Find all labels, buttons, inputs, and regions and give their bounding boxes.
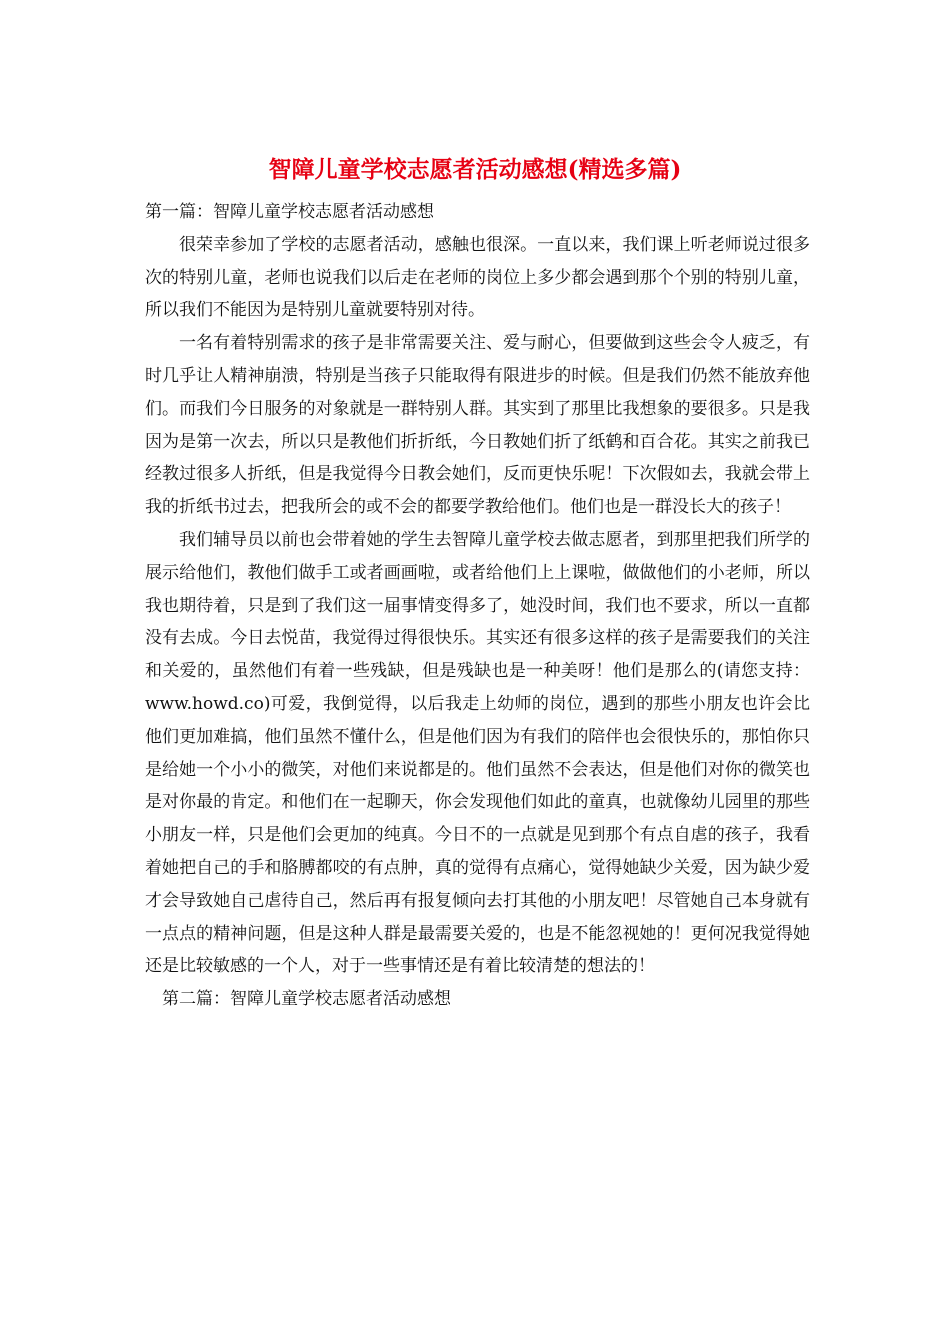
paragraph-2: 一名有着特别需求的孩子是非常需要关注、爱与耐心，但要做到这些会令人疲乏，有时几乎让人精神崩溃，特别是当孩子只能取得有限进步的时候。但是我们仍然不能放弃他们。而我们今日服务的对象就是一群特别人群。其实到了那里比我想象的要很多。只是我因为是第一次去，所以只是教他们折折纸，今日教她们折了纸鹤和百合花。其实之前我已经教过很多人折纸，但是我觉得今日教会她们，反而更快乐呢！下次假如去，我就会带上我的折纸书过去，把我所会的或不会的都要学教给他们。他们也是一群没长大的孩子！ — [145, 333, 810, 518]
section-heading-2: 第二篇：智障儿童学校志愿者活动感想 — [162, 989, 451, 1010]
paragraph-3: 我们辅导员以前也会带着她的学生去智障儿童学校去做志愿者，到那里把我们所学的展示给他们，教他们做手工或者画画啦，或者给他们上上课啦，做做他们的小老师，所以我也期待着，只是到了我们这一届事情变得多了，她没时间，我们也不要求，所以一直都没有去成。今日去悦苗，我觉得过得很快乐。其实还有很多这样的孩子是需要我们的关注和关爱的，虽然他们有着一些残缺，但是残缺也是一种美呀！他们是那么的(请您支持：www.howd.co)可爱，我倒觉得，以后我走上幼师的岗位，遇到的那些小朋友也许会比他们更加难搞，他们虽然不懂什么，但是他们因为有我们的陪伴也会很快乐的，那怕你只是给她一个小小的微笑，对他们来说都是的。他们虽然不会表达，但是他们对你的微笑也是对你最的肯定。和他们在一起聊天，你会发现他们如此的童真，也就像幼儿园里的那些小朋友一样，只是他们会更加的纯真。今日不的一点就是见到那个有点自虐的孩子，我看着她把自己的手和胳膊都咬的有点肿，真的觉得有点痛心，觉得她缺少关爱，因为缺少爱才会导致她自己虐待自己，然后再有报复倾向去打其他的小朋友吧！尽管她自己本身就有一点点的精神问题，但是这种人群是最需要关爱的，也是不能忽视她的！更何况我觉得她还是比较敏感的一个人，对于一些事情还是有着比较清楚的想法的！ — [145, 529, 810, 977]
section-heading-1: 第一篇：智障儿童学校志愿者活动感想 — [145, 202, 434, 222]
paragraph-1: 很荣幸参加了学校的志愿者活动，感触也很深。一直以来，我们课上听老师说过很多次的特别儿童，老师也说我们以后走在老师的岗位上多少都会遇到那个个别的特别儿童，所以我们不能因为是特别儿童就要特别对待。 — [145, 234, 810, 321]
document-title: 智障儿童学校志愿者活动感想(精选多篇) — [268, 156, 682, 183]
document-body — [145, 196, 810, 1016]
